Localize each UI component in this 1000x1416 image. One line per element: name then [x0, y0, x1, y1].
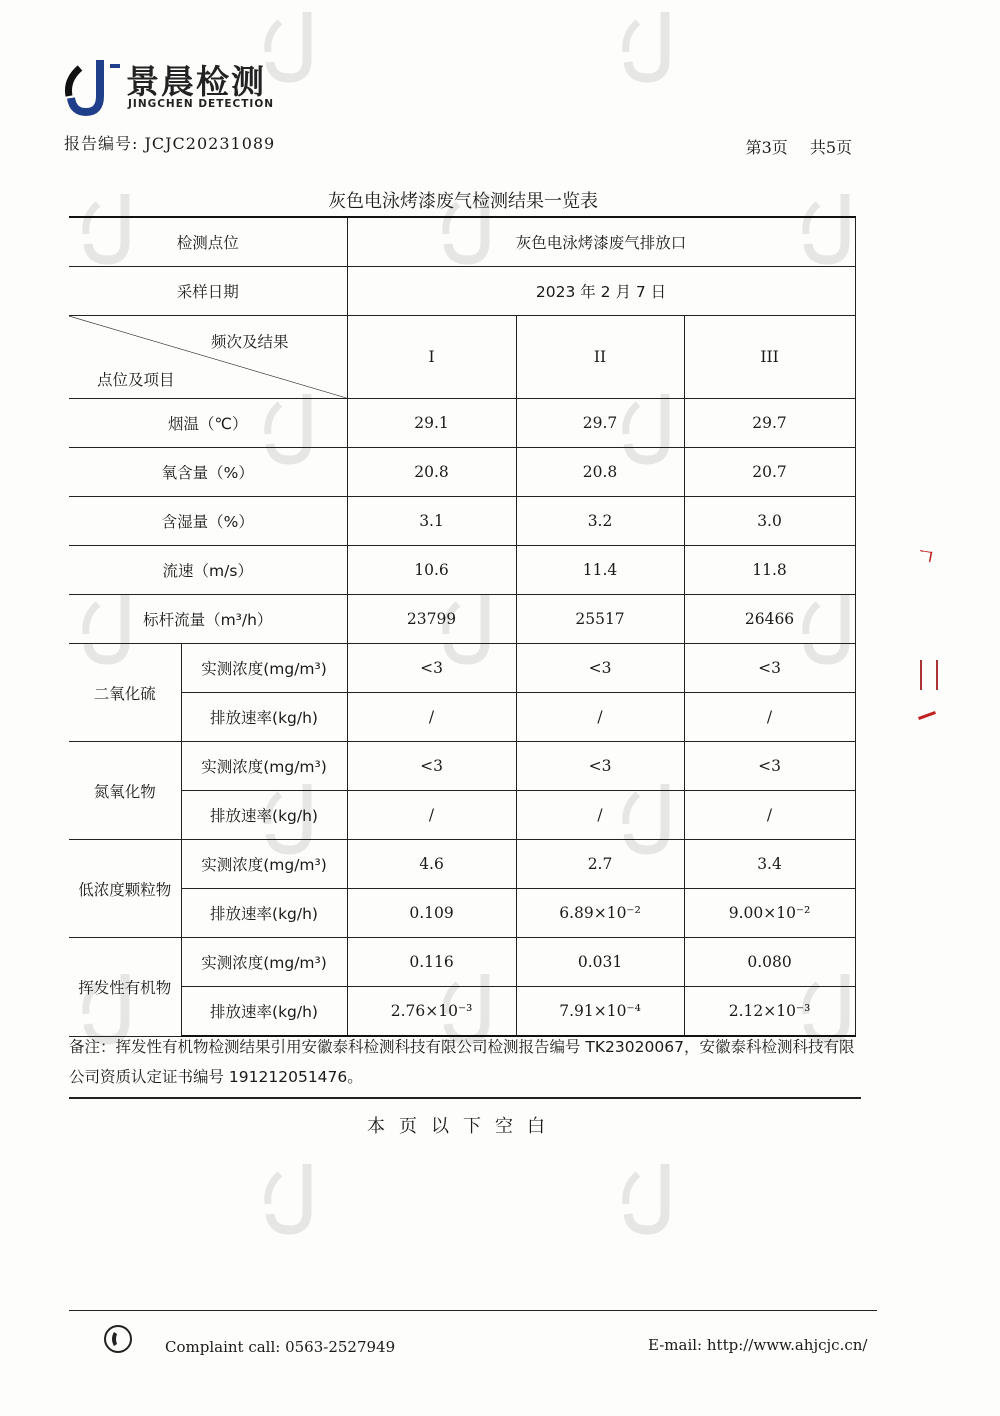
watermark-logo: [262, 8, 332, 84]
cell-value: 3.2: [516, 497, 684, 546]
conc-label: 实测浓度(mg/m³): [181, 742, 347, 791]
table-row: [69, 316, 855, 399]
company-logo: [64, 56, 124, 116]
page-total: 共5页: [809, 138, 852, 157]
page-number: 第3页: [745, 138, 788, 157]
watermark-logo: [620, 8, 690, 84]
watermark-logo: [620, 1160, 690, 1236]
point-value: 灰色电泳烤漆废气排放口: [347, 217, 855, 267]
table-row: [69, 217, 855, 267]
table-row: [69, 840, 855, 889]
table-row: [69, 938, 855, 987]
diag-top-label: 频次及结果: [211, 333, 289, 351]
table-row: [69, 448, 855, 497]
cell-value: 10.6: [347, 546, 516, 595]
cell-value: 9.00×10⁻²: [684, 889, 855, 938]
cell-value: 7.91×10⁻⁴: [516, 987, 684, 1037]
cell-value: 0.031: [516, 938, 684, 987]
cell-value: 29.7: [516, 399, 684, 448]
cell-value: 20.8: [516, 448, 684, 497]
rate-label: 排放速率(kg/h): [181, 791, 347, 840]
cell-value: <3: [516, 742, 684, 791]
blank-notice: 本页以下空白: [367, 1116, 559, 1137]
margin-mark: ㄱ: [912, 543, 938, 572]
row-label: 流速（m/s）: [69, 546, 347, 595]
website: E-mail: http://www.ahjcjc.cn/: [648, 1336, 868, 1354]
complaint-call: Complaint call: 0563-2527949: [165, 1338, 396, 1356]
table-row: [69, 889, 855, 938]
table-title: 灰色电泳烤漆废气检测结果一览表: [328, 191, 598, 212]
conc-label: 实测浓度(mg/m³): [181, 840, 347, 889]
cell-value: 3.0: [684, 497, 855, 546]
remarks: 备注：挥发性有机物检测结果引用安徽泰科检测科技有限公司检测报告编号 TK23020067，安徽泰科检测科技有限公司资质认定证书编号 191212051476。: [69, 1038, 855, 1086]
cell-value: <3: [347, 742, 516, 791]
cell-value: /: [684, 791, 855, 840]
cell-value: 20.7: [684, 448, 855, 497]
cell-value: 3.1: [347, 497, 516, 546]
row-label: 标杆流量（m³/h）: [69, 595, 347, 644]
table-row: [69, 742, 855, 791]
margin-mark: [920, 660, 938, 690]
cell-value: 29.1: [347, 399, 516, 448]
cell-value: <3: [684, 644, 855, 693]
phone-icon: [103, 1324, 133, 1354]
cell-value: 2.76×10⁻³: [347, 987, 516, 1037]
cell-value: 11.8: [684, 546, 855, 595]
logo-subtitle: JINGCHEN DETECTION: [128, 98, 275, 110]
table-row: [69, 546, 855, 595]
cell-value: 26466: [684, 595, 855, 644]
divider: [69, 1097, 861, 1099]
table-row: [69, 791, 855, 840]
group-name: 氮氧化物: [69, 742, 181, 840]
group-name: 二氧化硫: [69, 644, 181, 742]
cell-value: <3: [684, 742, 855, 791]
diag-bottom-label: 点位及项目: [97, 371, 175, 389]
logo-name: 景晨检测: [126, 62, 266, 101]
date-label: 采样日期: [69, 267, 347, 316]
cell-value: 4.6: [347, 840, 516, 889]
freq-header: II: [516, 316, 684, 399]
cell-value: 3.4: [684, 840, 855, 889]
table-row: [69, 595, 855, 644]
cell-value: 20.8: [347, 448, 516, 497]
diagonal-header: [69, 316, 347, 399]
cell-value: /: [516, 693, 684, 742]
freq-header: I: [347, 316, 516, 399]
cell-value: 29.7: [684, 399, 855, 448]
row-label: 含湿量（%）: [69, 497, 347, 546]
footer-divider: [69, 1310, 877, 1311]
table-row: [69, 267, 855, 316]
table-row: [69, 987, 855, 1037]
cell-value: 6.89×10⁻²: [516, 889, 684, 938]
cell-value: <3: [347, 644, 516, 693]
cell-value: 0.116: [347, 938, 516, 987]
group-name: 挥发性有机物: [69, 938, 181, 1037]
report-number: 报告编号: JCJC20231089: [64, 134, 276, 153]
freq-header: III: [684, 316, 855, 399]
page-info: [724, 135, 852, 158]
cell-value: 11.4: [516, 546, 684, 595]
group-name: 低浓度颗粒物: [69, 840, 181, 938]
cell-value: /: [347, 791, 516, 840]
rate-label: 排放速率(kg/h): [181, 889, 347, 938]
cell-value: 2.7: [516, 840, 684, 889]
cell-value: /: [347, 693, 516, 742]
conc-label: 实测浓度(mg/m³): [181, 938, 347, 987]
margin-mark: [918, 711, 936, 720]
cell-value: <3: [516, 644, 684, 693]
cell-value: 23799: [347, 595, 516, 644]
results-table: [69, 216, 856, 1037]
table-row: [69, 399, 855, 448]
cell-value: /: [684, 693, 855, 742]
date-value: 2023 年 2 月 7 日: [347, 267, 855, 316]
cell-value: /: [516, 791, 684, 840]
watermark-logo: [262, 1160, 332, 1236]
rate-label: 排放速率(kg/h): [181, 987, 347, 1037]
cell-value: 25517: [516, 595, 684, 644]
table-row: [69, 644, 855, 693]
row-label: 氧含量（%）: [69, 448, 347, 497]
conc-label: 实测浓度(mg/m³): [181, 644, 347, 693]
row-label: 烟温（℃）: [69, 399, 347, 448]
cell-value: 0.080: [684, 938, 855, 987]
table-row: [69, 693, 855, 742]
rate-label: 排放速率(kg/h): [181, 693, 347, 742]
cell-value: 2.12×10⁻³: [684, 987, 855, 1037]
point-label: 检测点位: [69, 217, 347, 267]
table-row: [69, 497, 855, 546]
cell-value: 0.109: [347, 889, 516, 938]
